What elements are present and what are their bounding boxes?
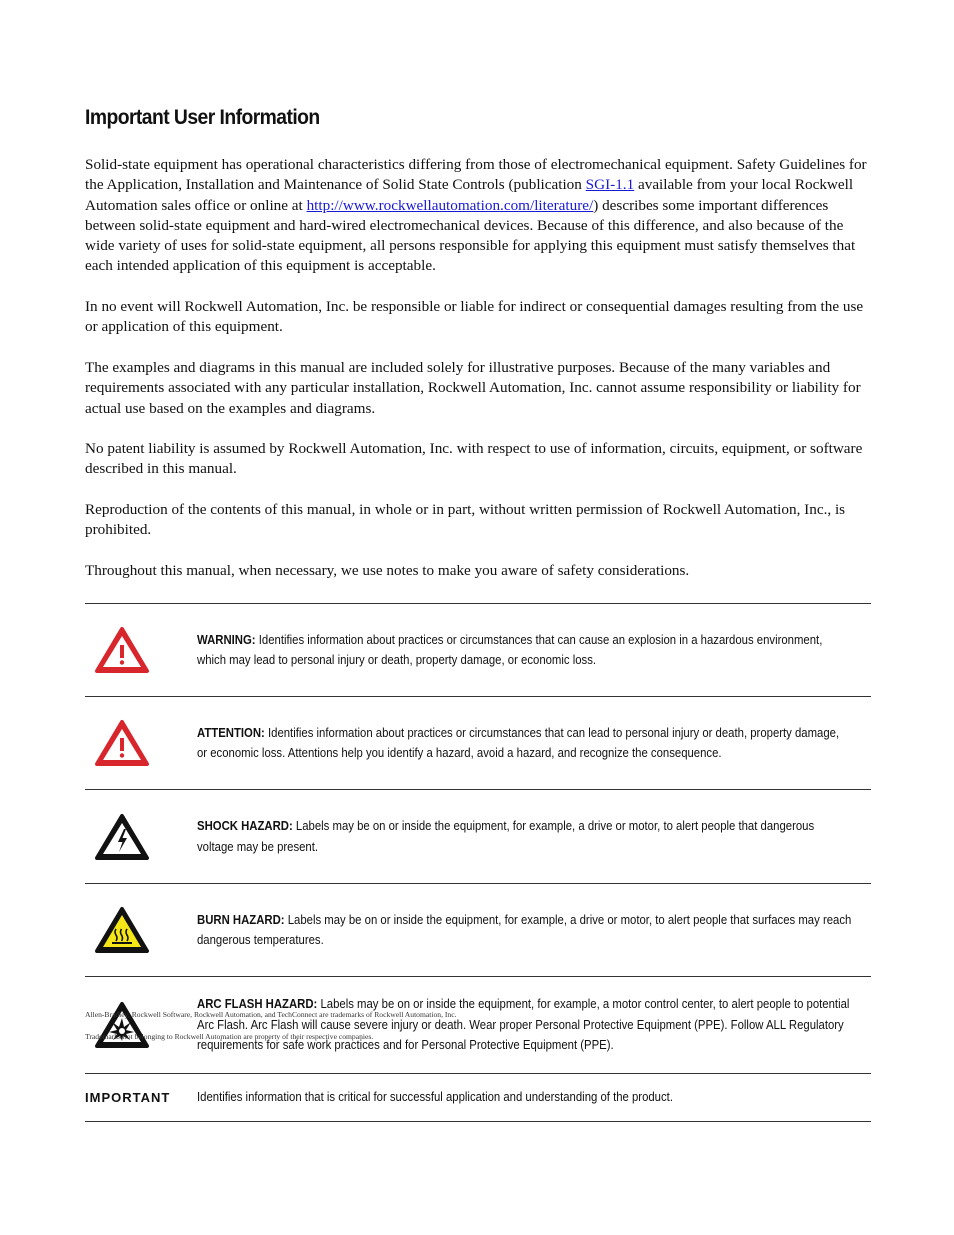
- arc-label: ARC FLASH HAZARD:: [197, 996, 318, 1012]
- note-attention: [85, 697, 871, 790]
- note-warning: [85, 604, 871, 697]
- shock-text: Labels may be on or inside the equipment, for example, a drive or motor, to alert people that dangerous voltage may be present.: [197, 818, 815, 854]
- important-text: Identifies information that is critical for successful application and understanding of the product.: [197, 1089, 673, 1105]
- arc-text: Labels may be on or inside the equipment, for example, a motor control center, to alert people to potential Arc Flash. Arc Flash will cause severe injury or death. Wear proper Personal Protective Equipment (PPE). Follow ALL Regulatory requirements for safe work practices and for Personal Protective Equipment (PPE).: [197, 996, 850, 1053]
- shock-hazard-icon: [94, 812, 150, 862]
- attention-text: Identifies information about practices or circumstances that can lead to personal injury or death, property damage, or economic loss. Attentions help you identify a hazard, avoid a hazard, and recognize the consequence.: [197, 724, 840, 760]
- paragraph-examples: The examples and diagrams in this manual are included solely for illustrative purposes. Because of the many variables and requirements associated with any particular installation, Rockwell Automation, Inc. cannot assume responsibility or liability for actual use based on the examples and diagrams.: [85, 358, 861, 417]
- safety-notes-table: [85, 603, 871, 1122]
- note-arc-flash-hazard: [85, 977, 871, 1074]
- note-important: [85, 1074, 871, 1122]
- literature-link[interactable]: http://www.rockwellautomation.com/literature/: [306, 196, 594, 214]
- paragraph-liability: In no event will Rockwell Automation, Inc. be responsible or liable for indirect or consequential damages resulting from the use or application of this equipment.: [85, 298, 864, 336]
- burn-hazard-icon: [94, 905, 150, 955]
- paragraph-reproduction: Reproduction of the contents of this manual, in whole or in part, without written permission of Rockwell Automation, Inc., is prohibited.: [85, 501, 846, 539]
- warning-text: Identifies information about practices or circumstances that can cause an explosion in a hazardous environment, which may lead to personal injury or death, property damage, or economic loss.: [197, 631, 823, 667]
- paragraph-notes-intro: Throughout this manual, when necessary, we use notes to make you aware of safety considerations.: [85, 561, 690, 579]
- warning-triangle-icon: [94, 625, 150, 675]
- arc-flash-icon: [94, 1000, 150, 1050]
- sgi-link[interactable]: SGI-1.1: [585, 176, 635, 194]
- note-shock-hazard: [85, 790, 871, 884]
- burn-text: Labels may be on or inside the equipment, for example, a drive or motor, to alert people that surfaces may reach dangerous temperatures.: [197, 911, 852, 947]
- burn-label: BURN HAZARD:: [197, 911, 285, 927]
- warning-label: WARNING:: [197, 631, 256, 647]
- body-text: [85, 155, 871, 602]
- paragraph-patent: No patent liability is assumed by Rockwell Automation, Inc. with respect to use of information, circuits, equipment, or software described in this manual.: [85, 440, 863, 478]
- attention-label: ATTENTION:: [197, 724, 265, 740]
- paragraph-safety-guidelines: Solid-state equipment has operational characteristics differing from those of electromechanical equipment. Safety Guidelines for the Application, Installation and Maintenance of Solid State Controls (publication SGI-1.1 available from your local Rockwell Automation sales office or online at http://www.rockwellautomation.com/literature/) describes some important differences between solid-state equipment and hard-wired electromechanical devices. Because of this difference, and also because of the wide variety of uses for solid-state equipment, all persons responsible for applying this equipment must satisfy themselves that each intended application of this equipment is acceptable.: [85, 156, 867, 275]
- note-burn-hazard: [85, 884, 871, 977]
- footer-other-trademarks: Trademarks not belonging to Rockwell Automation are property of their respective companies.: [85, 1032, 374, 1041]
- shock-label: SHOCK HAZARD:: [197, 818, 293, 833]
- important-label: IMPORTANT: [85, 1074, 197, 1122]
- footer-trademarks: Allen-Bradley, Rockwell Software, Rockwell Automation, and TechConnect are trademarks of Rockwell Automation, Inc.: [85, 1010, 457, 1019]
- attention-triangle-icon: [94, 718, 150, 768]
- page-title: Important User Information: [85, 106, 320, 129]
